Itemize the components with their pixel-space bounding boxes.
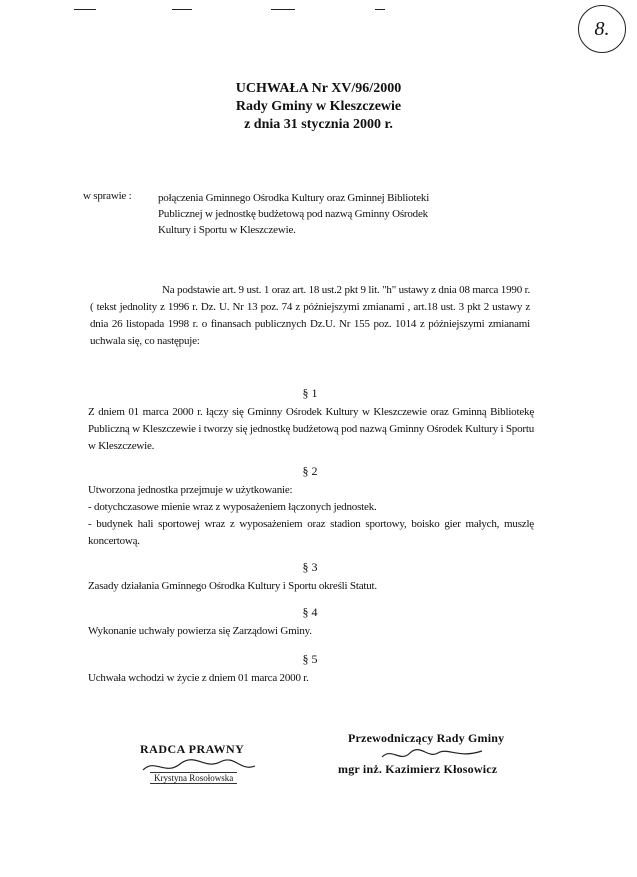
section-1-title: § 1 — [302, 386, 318, 400]
scan-mark — [375, 9, 385, 10]
legal-advisor-stamp: Krystyna Rosołowska — [150, 772, 237, 784]
section-5-title: § 5 — [302, 652, 318, 666]
section-2-line-1: Utworzona jednostka przejmuje w użytkowanie: — [88, 484, 293, 496]
chairman-title: Przewodniczący Rady Gminy — [348, 731, 505, 745]
section-5-text: Uchwała wchodzi w życie z dniem 01 marca 2000 r. — [88, 672, 309, 684]
section-2-line-2: - dotychczasowe mienie wraz z wyposażeniem łączonych jednostek. — [88, 501, 377, 513]
legal-advisor-title: RADCA PRAWNY — [140, 742, 245, 756]
section-2-title: § 2 — [302, 464, 318, 478]
section-4-title: § 4 — [302, 605, 318, 619]
scan-mark — [172, 9, 192, 10]
page-number-mark: 8. — [578, 5, 626, 53]
council-name: Rady Gminy w Kleszczewie — [235, 99, 402, 114]
legal-basis: Na podstawie art. 9 ust. 1 oraz art. 18 ust.2 pkt 9 lit. "h" ustawy z dnia 08 marca 1990 r. ( tekst jednolity z 1996 r. Dz. U. Nr 13 poz. 74 z późniejszymi zmianami , art.18 ust. 3 pkt 2 ustawy z dnia 26 listopada 1998 r. o finansach publicznych Dz.U. Nr 155 poz. 1014 z późniejszymi zmianami uchwala się, co następuje: — [90, 284, 530, 347]
section-3-title: § 3 — [302, 560, 318, 574]
section-2-line-3: - budynek hali sportowej wraz z wyposażeniem oraz stadion sportowy, boisko gier małych, muszlę koncertową. — [88, 518, 534, 547]
scan-mark — [271, 9, 295, 10]
resolution-date: z dnia 31 stycznia 2000 r. — [244, 117, 393, 132]
scan-mark — [74, 9, 96, 10]
section-3-text: Zasady działania Gminnego Ośrodka Kultury i Sportu określi Statut. — [88, 580, 377, 592]
subject-text: połączenia Gminnego Ośrodka Kultury oraz Gminnej Biblioteki Publicznej w jednostkę budżetową pod nazwą Gminny Ośrodek Kultury i Sportu w Kleszczewie. — [158, 192, 430, 236]
subject-label: w sprawie : — [83, 190, 132, 202]
section-1-text: Z dniem 01 marca 2000 r. łączy się Gminny Ośrodek Kultury w Kleszczewie oraz Gminną Bibliotekę Publiczną w Kleszczewie i tworzy się jednostkę budżetową pod nazwą Gminny Ośrodek Kultury i Sportu w Kleszczewie. — [88, 406, 534, 452]
chairman-name: mgr inż. Kazimierz Kłosowicz — [338, 762, 498, 776]
section-4-text: Wykonanie uchwały powierza się Zarządowi Gminy. — [88, 625, 312, 637]
resolution-title: UCHWAŁA Nr XV/96/2000 — [235, 81, 402, 96]
